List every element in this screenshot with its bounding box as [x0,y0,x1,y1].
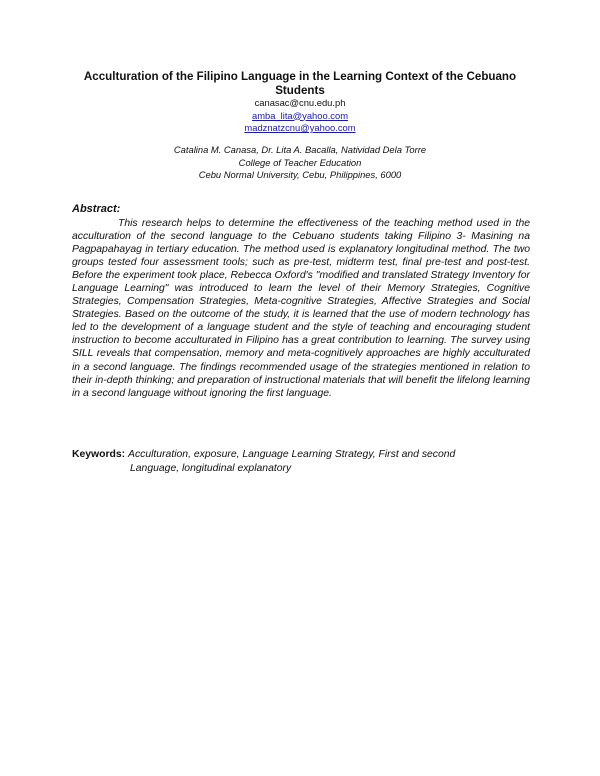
keywords-line-2: Language, longitudinal explanatory [130,462,292,474]
author-names: Catalina M. Canasa, Dr. Lita A. Bacalla, Natividad Dela Torre [173,144,427,155]
paper-title: Acculturation of the Filipino Language in the Learning Context of the Cebuano Students [83,70,517,97]
author-college: College of Teacher Education [238,156,362,168]
author-emails [0,97,600,135]
keywords-section [72,448,530,475]
email-link-madznatzcnu[interactable]: madznatzcnu@yahoo.com [244,122,356,133]
keywords-line-1: Acculturation, exposure, Language Learning Strategy, First and second [128,449,456,460]
abstract-heading: Abstract: [72,203,121,215]
author-university: Cebu Normal University, Cebu, Philippines, 6000 [198,169,402,180]
author-block [0,144,600,182]
email-canasac: canasac@cnu.edu.ph [254,97,346,108]
abstract-body: This research helps to determine the effectiveness of the teaching method used in the acculturation of the second language to the Cebuano students taking Filipino 3- Masining na Pagpapahayag in tertiary education. The method used is explanatory longitudinal method. The two groups tested four assessment tools; such as pre-test, midterm test, final pre-test and post-test. Before the experiment took place, Rebecca Oxford's "modified and translated Strategy Inventory for Language Learning" was introduced to learn the level of their Memory Strategies, Cognitive Strategies, Compensation Strategies, Meta-cognitive Strategies, Affective Strategies and Social Strategies. Based on the outcome of the study, it is learned that the use of modern technology has led to the development of a language student and the style of teaching and encouraging student instruction to become acculturated in Filipino has a great contribution to learning. The survey using SILL reveals that compensation, memory and meta-cognitively approaches are highly acculturated in a second language. The findings recommended usage of the strategies mentioned in relation to their in-depth thinking; and preparation of instructional materials that will benefit the lifelong learning in a second language without ignoring the first language. [72,218,530,399]
keywords-label: Keywords: [72,449,129,460]
email-link-amba-lita[interactable]: amba_lita@yahoo.com [251,109,349,121]
